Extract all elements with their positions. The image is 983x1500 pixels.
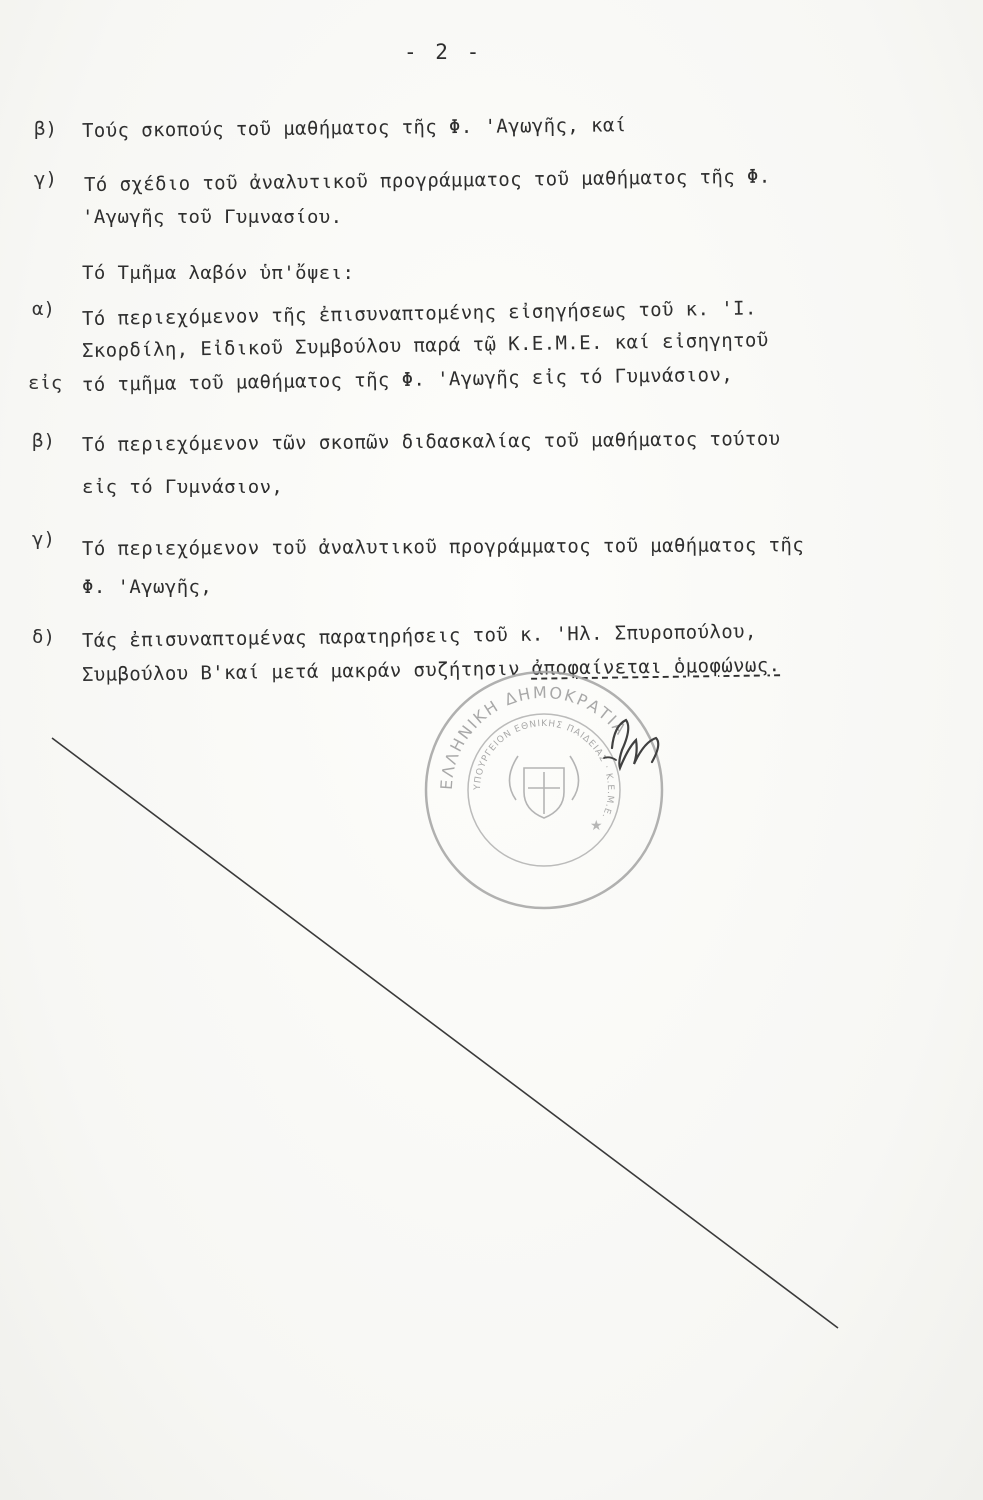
consideration-a-margin-note: εἰς [28,372,63,394]
consideration-a-line-1: Τό περιεχόμενον τῆς ἐπισυναπτομένης εἰσηγήσεως τοῦ κ. 'Ι. [81,297,757,330]
consideration-marker-b: β) [32,430,55,452]
coat-of-arms-icon [509,756,578,818]
stamp-inner-text: ΥΠΟΥΡΓΕΙΟΝ ΕΘΝΙΚΗΣ ΠΑΙΔΕΙΑΣ · Κ.Ε.Μ.Ε. [472,718,616,821]
decision-text: ἀποφαίνεται ὁμοφώνως. [531,654,781,680]
consideration-b-line-2: εἰς τό Γυμνάσιον, [82,476,284,498]
consideration-g-line-1: Τό περιεχόμενον τοῦ ἀναλυτικοῦ προγράμματος τοῦ μαθήματος τῆς [81,534,805,560]
page-number: - 2 - [404,40,483,64]
consideration-a-line-3: τό τμῆμα τοῦ μαθήματος τῆς Φ. 'Αγωγῆς εἰς τό Γυμνάσιον, [81,363,734,396]
consideration-d-line-2-text: Συμβούλου Β'καί μετά μακράν συζήτησιν [81,657,521,686]
consideration-d-line-1: Τάς ἐπισυναπτομένας παρατηρήσεις τοῦ κ. 'Ηλ. Σπυροπούλου, [81,620,757,652]
consideration-b-line-1: Τό περιεχόμενον τῶν σκοπῶν διδασκαλίας τοῦ μαθήματος τούτου [81,427,781,456]
official-stamp [426,672,662,908]
item-g-line-1: Τό σχέδιο τοῦ ἀναλυτικοῦ προγράμματος τοῦ μαθήματος τῆς Φ. [83,165,771,196]
consideration-a-line-2: Σκορδίλη, Εἰδικοῦ Συμβούλου παρά τῷ Κ.Ε.Μ.Ε. καί εἰσηγητοῦ [81,329,769,362]
consideration-marker-a: α) [32,298,55,320]
item-marker-g: γ) [34,168,57,190]
item-b-line-1: Τούς σκοπούς τοῦ μαθήματος τῆς Φ. 'Αγωγῆς, καί [81,114,627,142]
item-marker-b: β) [34,118,57,140]
item-g-line-2: 'Αγωγῆς τοῦ Γυμνασίου. [82,206,343,228]
strike-through-line [52,738,838,1328]
consideration-marker-d: δ) [32,626,55,648]
consideration-g-line-2: Φ. 'Αγωγῆς, [82,576,213,598]
stamp-outer-text: ΕΛΛΗΝΙΚΗ ΔΗΜΟΚΡΑΤΙΑ [436,682,632,791]
section-intro: Τό Τμῆμα λαβόν ὑπ'ὄψει: [82,262,355,284]
star-icon: ★ [590,818,603,834]
consideration-marker-g: γ) [32,528,55,550]
